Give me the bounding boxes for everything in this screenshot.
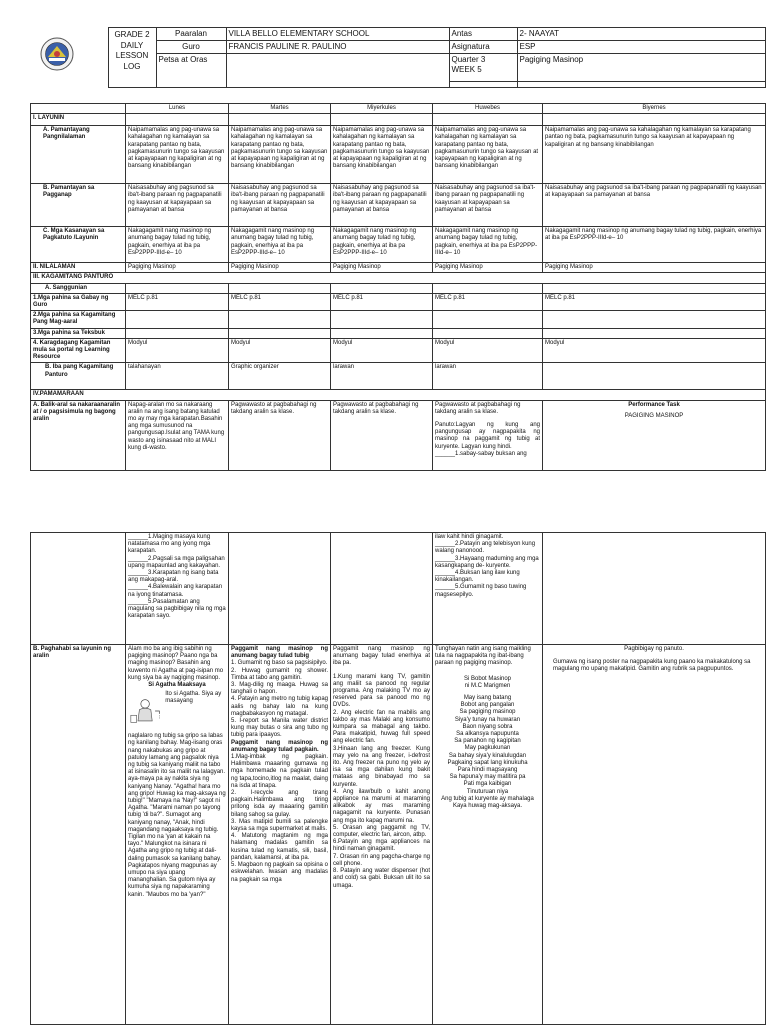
wed-list: 1.Kung marami kang TV, gamitin ang maliit sa panood ng regular programa. Ang malaking TV mo ay reserved para sa panood mo ng DVDs. 2. Ang electric fan na mabilis ang takbo ay mas Malaki ang konsumo kumpara sa mabagal ang takbo. Para makatipid, huwag full speed ang electric fan. 3.Hinaan lang ang freezer. Kung may yelo na ang freezer, i-defrost ito. Ang freezer na puno ng yelo ay isa sa mga dahilan kung bakit mataas ang binabayad mo sa kuryente. 4. Ang ilaw/bulb o kahit anong appliance na marumi at maraming alikabok ay mas maraming nagagamit na kuryente. Punasan ang mga ito kapag marumi na. 5. Orasan ang paggamit ng TV, computer, electric fan, aircon, atbp. 6.Patayin ang mga appliances na hindi naman ginagamit. 7. Orasan rin ang pagcha-charge ng cell phone. 8. Patayin ang water dispenser (hot and cold) sa gabi. Buksan ulit ito sa umaga.	[333, 673, 430, 889]
gabay-mon: MELC p.81	[126, 293, 229, 310]
guro-value: FRANCIS PAULINE R. PAULINO	[226, 41, 449, 54]
iba-mon: talahanayan	[126, 363, 229, 390]
balik-wed: Pagwawasto at pagbabahagi ng takdang aralin sa klase.	[331, 400, 433, 470]
paaralan-label: Paaralan	[156, 28, 226, 41]
lesson-table-continued	[30, 532, 766, 1025]
poem-line-6: Sa alkansya napupunta	[456, 731, 519, 738]
gabay-fri: MELC p.81	[543, 293, 766, 310]
nilalaman-mon: Pagiging Masinop	[126, 263, 229, 273]
kasanayan-mon: Nakagagamit nang masinop ng anumang bagay tulad ng tubig, pagkain, enerhiya at iba pa EsP2PPP-IIId-e– 10	[126, 227, 229, 263]
asignatura-value: ESP	[517, 41, 765, 54]
poem-line-13: Pati mga kaibigan	[463, 781, 512, 788]
petsa-label: Petsa at Oras	[156, 54, 226, 88]
layunin-heading: I. LAYUNIN	[31, 114, 126, 126]
balik-label: A. Balik-aral sa nakaraanaralin at / o pagsisimula ng bagong aralin	[31, 400, 126, 470]
poem-line-5: Baon niyang sobra	[462, 723, 513, 730]
poem-line-7: Sa panahon ng kagipitan	[454, 738, 521, 745]
topic-value: Pagiging Masinop	[517, 54, 765, 82]
pagganap-thu: Naisasabuhay ang pagsunod sa iba't-ibang paraan ng pagpapanatili ng kaayusan at kapayapaan sa pamayanan at bansa	[433, 184, 543, 227]
poem-line-16: Kaya huwag mag-aksaya.	[452, 803, 523, 810]
poem-line-14: Tinuturuan niya	[466, 788, 509, 795]
poem-line-11: Para hindi magsayang	[457, 767, 518, 774]
poem-author: ni M.C Marigmen	[464, 682, 511, 689]
lr-mon: Modyul	[126, 338, 229, 363]
gabay-label: 1.Mga pahina sa Gabay ng Guro	[31, 293, 126, 310]
lr-fri: Modyul	[543, 338, 766, 363]
balik-mon-items: ______1.Maging masaya kung natatamasa mo ang iyong mga karapatan. ______2.Pagsali sa mga paligsahan upang mapaunlad ang kakayahan. ______3.Karapatan ng isang bata ang makapag-aral. ______4.Balewalain ang karapatan na iyong tinatamasa. ______5.Pasalamatan ang magulang sa pagbibigay nila ng mga karapatan sayo.	[126, 533, 229, 645]
page-2	[0, 528, 768, 1024]
kasanayan-label: C. Mga Kasanayan sa Pagkatuto /Layunin	[31, 227, 126, 263]
gabay-wed: MELC p.81	[331, 293, 433, 310]
paghahabi-wed	[331, 645, 433, 1025]
pangnilalaman-label: A. Pamantayang Pangnilalaman	[31, 126, 126, 184]
teksbuk-label: 3.Mga pahina sa Teksbuk	[31, 328, 126, 338]
poem-line-9: Sa bahay siya'y kinalulugdan	[448, 752, 527, 759]
day-martes: Martes	[229, 104, 331, 114]
iba-thu: larawan	[433, 363, 543, 390]
balik-thu-text: Pagwawasto at pagbabahagi ng takdang aralin sa klase.	[435, 401, 521, 415]
poem-line-4: Siya'y tunay na huwaran	[454, 716, 521, 723]
gabay-tue: MELC p.81	[229, 293, 331, 310]
balik-thu-panuto: Panuto:Lagyan ng kung ang pangungusap ay nagpapakita ng masinop na paggamit ng tubig at kuryente. Lagyan kung hindi.	[435, 422, 540, 450]
poem-line-12: Sa hapuna'y may matitira pa	[449, 774, 526, 781]
balik-tue: Pagwawasto at pagbabahagi ng takdang aralin sa klase.	[229, 400, 331, 470]
balik-thu-item1: ______1.sabay-sabay buksan ang	[435, 450, 527, 457]
day-huwebes: Huwebes	[433, 104, 543, 114]
mon-story-intro: Alam mo ba ang ibig sabihin ng pagiging masinop? Paano nga ba maging masinop? Basahin ang kuwento ni Agatha at pag-isipan mo kung siya ba ay nagiging masinop.	[128, 646, 224, 681]
quarter-value: Quarter 3	[451, 55, 486, 64]
tue-title-tubig: Paggamit nang masinop ng anumang bagay tulad tubig	[231, 646, 328, 660]
mon-story-body: naglalaro ng tubig sa gripo sa labas ng kanilang bahay. Mag-iisang oras nang nakabukas ang gripo at patuloy lamang ang pagsalok niya ng tubig sa kaniyang maliit na tabo at isinasalin ito sa maliit na lalagyan. aya-maya pa ay nakita siya ng kaniyang Nanay. "Agatha! hara mo ang gripo! Huwag ka mag-aksaya ng tubig!" "Mamaya na 'Nay!" sagot ni Agatha. "Marami naman po tayong tubig 'di ba?". Sumagot ang kaniyang nanay, "Anak, hindi magandang nagaaksaya ng tubig. Tigilan mo na 'yan at kakain na tayo." Malungkot na isinara ni Agatha ang gripo ng tubig at dali-daling pumasok sa kanilang bahay. Pagkatapos niyang magpunas ay umupo na siya upang mananghalian. Sa gutom niya ay kumuha siya ng napakaraming kanin. "Maubos mo ba 'yan?"	[128, 733, 226, 898]
wed-intro: Paggamit nang masinop ng anumang bagay tulad enerhiya at iba pa.	[333, 646, 430, 667]
pagganap-mon: Naisasabuhay ang pagsunod sa iba't-ibang paraan ng pagpapanatili ng kaayusan at kapayapaan sa pamayanan at bansa	[126, 184, 229, 227]
week-value: WEEK 5	[451, 65, 482, 74]
iba-fri	[543, 363, 766, 390]
quarter-week	[449, 54, 517, 82]
poem-line-15: Ang tubig at kuryente ay mahalaga	[441, 795, 534, 802]
lr-thu: Modyul	[433, 338, 543, 363]
antas-value: 2- NAAYAT	[517, 28, 765, 41]
day-biyernes: Biyernes	[543, 104, 766, 114]
lr-label: 4. Karagdagang Kagamitan mula sa portal ng Learning Resource	[31, 338, 126, 363]
pangnilalaman-thu: Naipamamalas ang pag-unawa sa kahalagahan ng kamalayan sa karapatang pantao ng bata, pagkamasunurin tungo sa kaayusan at kapayapaan ng kapaligiran at ng bansang kinabibilangan	[433, 126, 543, 184]
tue-list-tubig: 1. Gumamit ng baso sa pagsisipilyo. 2. Huwag gumamit ng shower. Timba at tabo ang gamitin. 3. Mag-dilig ng maaga. Huwag sa tanghali o hapon. 4. Patayin ang metro ng tubig kapag aalis ng bahay lalo na kung magbabakasyon ng matagal. 5. I-report sa Manila water district kung may butas o sira ang tubo ng tubig para ipaayos.	[231, 660, 328, 739]
paghahabi-fri	[543, 645, 766, 1025]
nilalaman-tue: Pagiging Masinop	[229, 263, 331, 273]
iba-tue: Graphic organizer	[229, 363, 331, 390]
balik-mon: Napag-aralan mo sa nakaraang aralin na ang isang batang katulad mo ay may mga karapatan.Basahin ang mga sumusunod na pangungusap.Isulat ang TAMA kung wasto ang isinasaad nito at MALI kung di-wasto.	[126, 400, 229, 470]
iba-label: B. Iba pang Kagamitang Panturo	[31, 363, 126, 390]
sanggunian-label: A. Sanggunian	[31, 283, 126, 293]
balik-fri	[543, 400, 766, 470]
paghahabi-thu	[433, 645, 543, 1025]
gabay-thu: MELC p.81	[433, 293, 543, 310]
pamamaraan-label: IV.PAMAMARAAN	[31, 390, 766, 400]
asignatura-label: Asignatura	[449, 41, 517, 54]
poem-line-10: Pagkaing sapat lang kinukuha	[447, 759, 528, 766]
header-table	[30, 27, 766, 88]
poem-line-2: Bobot ang pangalan	[460, 702, 515, 709]
paghahabi-tue	[229, 645, 331, 1025]
nilalaman-thu: Pagiging Masinop	[433, 263, 543, 273]
iba-wed: larawan	[331, 363, 433, 390]
paaralan-value: VILLA BELLO ELEMENTARY SCHOOL	[226, 28, 449, 41]
lr-tue: Modyul	[229, 338, 331, 363]
mon-story-side: Ito si Agatha. Siya ay masayang	[165, 691, 222, 705]
performance-task-sub: PAGIGING MASINOP	[624, 412, 684, 419]
kasanayan-thu: Nakagagamit nang masinop ng anumang bagay tulad ng tubig, pagkain, enerhiya at iba pa EsP2PPP-IIId-e– 10	[433, 227, 543, 263]
pangnilalaman-mon: Naipamamalas ang pag-unawa sa kahalagahan ng kamalayan sa karapatang pantao ng bata, pagkamasunurin tungo sa kaayusan at kapayapaan ng kapaligiran at ng bansang kinabibilangan	[126, 126, 229, 184]
pagganap-wed: Naisasabuhay ang pagsunod sa iba't-ibang paraan ng pagpapanatili ng kaayusan at kapayapaan sa pamayanan at bansa	[331, 184, 433, 227]
thu-intro: Tunghayan natin ang isang maikling tula na nagpapakita ng ibat-ibang paraan ng pagiging masinop.	[435, 646, 531, 667]
poem-line-3: Sa pagiging masinop	[459, 709, 516, 716]
page-1	[0, 0, 768, 480]
pagganap-label: B. Pamantayan sa Pagganap	[31, 184, 126, 227]
day-miyerkules: Miyerkules	[331, 104, 433, 114]
performance-task-title: Performance Task	[628, 401, 680, 408]
nilalaman-label: II. NILALAMAN	[31, 263, 126, 273]
pangnilalaman-tue: Naipamamalas ang pag-unawa sa kahalagahan ng kamalayan sa karapatang pantao ng bata, pagkamasunurin tungo sa kaayusan at kapayapaan ng kapaligiran at ng bansang kinabibilangan	[229, 126, 331, 184]
lr-wed: Modyul	[331, 338, 433, 363]
fri-poster-task: Gumawa ng isang poster na nagpapakita kung paano ka makakatulong sa magulang mo upang makatipid. Gamitin ang rubrik sa pagpupuntos.	[553, 659, 751, 673]
pagganap-tue: Naisasabuhay ang pagsunod sa iba't-ibang paraan ng pagpapanatili ng kaayusan at kapayapaan sa pamayanan at bansa	[229, 184, 331, 227]
grade-title: GRADE 2 DAILY LESSON LOG	[108, 28, 156, 88]
guro-label: Guro	[156, 41, 226, 54]
antas-label: Antas	[449, 28, 517, 41]
pagganap-fri: Naisasabuhay ang pagsunod sa iba't-ibang paraan ng pagpapanatili ng kaayusan at kapayapaan sa pamayanan at bansa	[543, 184, 766, 227]
nilalaman-wed: Pagiging Masinop	[331, 263, 433, 273]
nilalaman-fri: Pagiging Masinop	[543, 263, 766, 273]
paghahabi-label: B. Paghahabi sa layunin ng aralin	[31, 645, 126, 1025]
day-lunes: Lunes	[126, 104, 229, 114]
agatha-illustration-icon	[128, 691, 162, 731]
mag-aaral-label: 2.Mga pahina sa Kagamitang Pang Mag-aaral	[31, 311, 126, 328]
lesson-table	[30, 103, 766, 471]
kasanayan-tue: Nakagagamit nang masinop ng anumang bagay tulad ng tubig, pagkain, enerhiya at iba pa EsP2PPP-IIId-e– 10	[229, 227, 331, 263]
balik-thu	[433, 400, 543, 470]
kasanayan-fri: Nakagagamit nang masinop ng anumang bagay tulad ng tubig, pagkain, enerhiya at iba pa EsP2PPP-IIId-e– 10	[543, 227, 766, 263]
pangnilalaman-wed: Naipamamalas ang pag-unawa sa kahalagahan ng kamalayan sa karapatang pantao ng bata, pagkamasunurin tungo sa kaayusan at kapayapaan ng kapaligiran at ng bansang kinabibilangan	[331, 126, 433, 184]
paghahabi-mon	[126, 645, 229, 1025]
kasanayan-wed: Nakagagamit nang masinop ng anumang bagay tulad ng tubig, pagkain, enerhiya at iba pa EsP2PPP-IIId-e– 10	[331, 227, 433, 263]
kagamitan-label: III. KAGAMITANG PANTURO	[31, 273, 766, 283]
mon-story-title: Si Agatha Maaksaya	[148, 682, 206, 689]
poem-line-1: May isang batang	[463, 695, 512, 702]
poem-line-8: May pagkukunan	[464, 745, 511, 752]
pangnilalaman-fri: Naipamamalas ang pag-unawa sa kahalagahan ng kamalayan sa karapatang pantao ng bata, pagkamasunurin tungo sa kaayusan at kapayapaan ng kapaligiran at ng bansang kinabibilangan	[543, 126, 766, 184]
tue-title-pagkain: Paggamit nang masinop ng anumang bagay tulad pagkain.	[231, 739, 328, 753]
tue-list-pagkain: 1.Mag-imbak ng pagkain. Halimbawa maaaring gumawa ng mga homemade na pagkain tulad ng tapa,tocino,itlog na maalat, daing na isda at tinapa. 2. I-recycle ang tirang pagkain.Halimbawa ang tiring pritong isda ay maaaring gamitin bilang sahog sa gulay. 3. Mas matipid bumili sa palengke kaysa sa mga supermarket at malls. 4. Matutong magtanim ng mga halamang madalas gamitin sa kusina tulad ng kamatis, sili, basil, pandan, kalamansi, at iba pa. 5. Magbaon ng pagkain sa opisina o eskwelahan. Iwasan ang madalas na pagkain sa mga	[231, 754, 328, 883]
poem-title: Si Bobot Masinop	[463, 675, 512, 682]
balik-thu-items: ilaw kahit hindi ginagamit. ______2.Patayin ang telebisyon kung walang nanonood. ______3.Hayaang maduming ang mga kasangkapang de- kuryente. ______4.Buksan lang ilaw kung kinakailangan. ______5.Gumamit ng baso tuwing magsesepilyo.	[433, 533, 543, 645]
fri-panuto: Pagbibigay ng panuto.	[624, 646, 684, 652]
